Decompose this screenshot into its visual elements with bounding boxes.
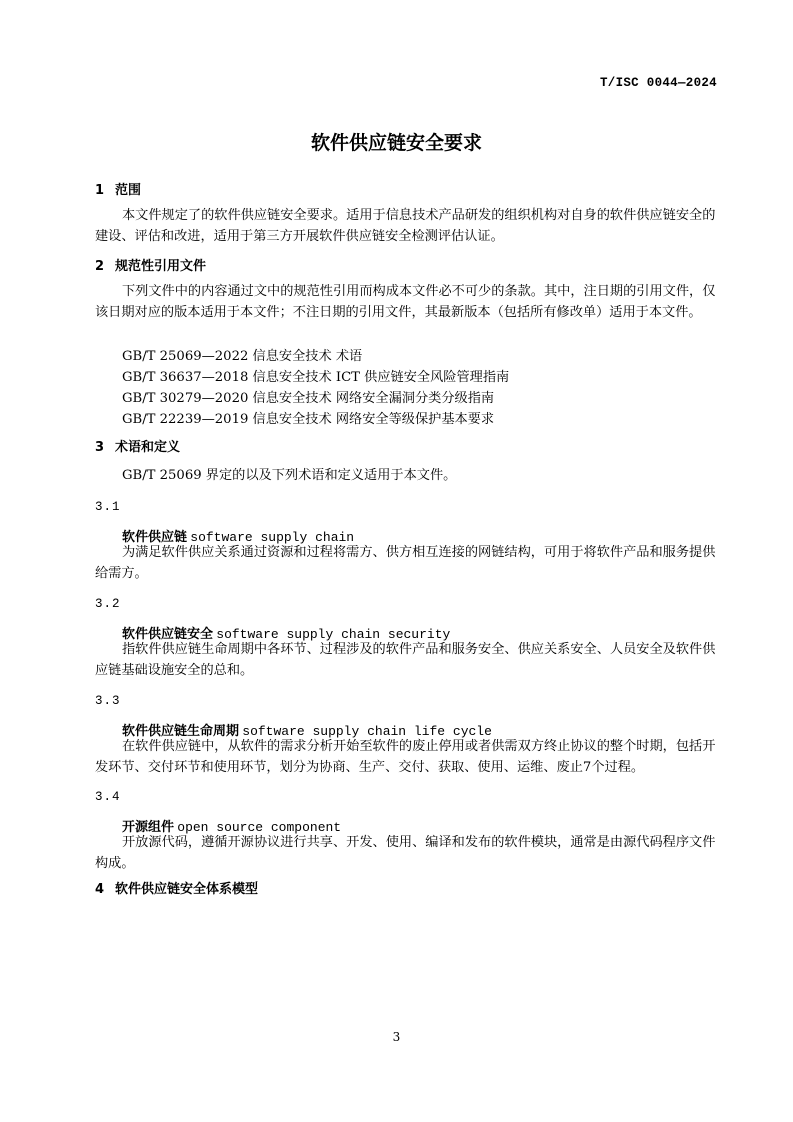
section-3-paragraph: GB/T 25069 界定的以及下列术语和定义适用于本文件。 bbox=[122, 468, 457, 483]
reference-item: GB/T 36637—2018 信息安全技术 ICT 供应链安全风险管理指南 bbox=[122, 370, 510, 385]
section-2-heading bbox=[95, 255, 206, 274]
reference-item: GB/T 25069—2022 信息安全技术 术语 bbox=[122, 349, 363, 364]
term-chinese: 软件供应链安全 bbox=[122, 627, 214, 642]
section-title: 范围 bbox=[115, 183, 142, 198]
term-definition: 指软件供应链生命周期中各环节、过程涉及的软件产品和服务安全、供应关系安全、人员安全及软件供应链基础设施安全的总和。 bbox=[95, 642, 716, 678]
term-number: 3.4 bbox=[95, 790, 121, 804]
section-1-heading bbox=[95, 179, 141, 198]
term-number: 3.2 bbox=[95, 597, 121, 611]
section-title: 软件供应链安全体系模型 bbox=[115, 882, 259, 897]
section-number: 3 bbox=[95, 440, 105, 455]
section-title: 术语和定义 bbox=[115, 440, 181, 455]
section-number: 2 bbox=[95, 259, 105, 274]
term-english: software supply chain security bbox=[216, 627, 451, 642]
term-chinese: 软件供应链 bbox=[122, 530, 188, 545]
section-1-paragraph: 本文件规定了的软件供应链安全要求。适用于信息技术产品研发的组织机构对自身的软件供应链安全的建设、评估和改进，适用于第三方开展软件供应链安全检测评估认证。 bbox=[95, 208, 716, 244]
page-number: 3 bbox=[392, 1030, 401, 1044]
reference-item: GB/T 30279—2020 信息安全技术 网络安全漏洞分类分级指南 bbox=[122, 391, 495, 406]
document-code: T/ISC 0044—2024 bbox=[599, 76, 717, 90]
document-title: 软件供应链安全要求 bbox=[310, 132, 482, 154]
section-title: 规范性引用文件 bbox=[115, 259, 207, 274]
term-definition: 为满足软件供应关系通过资源和过程将需方、供方相互连接的网链结构，可用于将软件产品和服务提供给需方。 bbox=[95, 545, 716, 581]
term-chinese: 软件供应链生命周期 bbox=[122, 724, 240, 739]
term-english: software supply chain life cycle bbox=[242, 724, 492, 739]
section-4-heading bbox=[95, 878, 258, 897]
term-definition: 在软件供应链中，从软件的需求分析开始至软件的废止停用或者供需双方终止协议的整个时期，包括开发环节、交付环节和使用环节，划分为协商、生产、交付、获取、使用、运维、废止7个过程。 bbox=[95, 739, 716, 775]
section-3-heading bbox=[95, 436, 180, 455]
term-english: open source component bbox=[177, 820, 342, 835]
section-number: 4 bbox=[95, 882, 105, 897]
term-number: 3.3 bbox=[95, 694, 121, 708]
section-number: 1 bbox=[95, 183, 105, 198]
term-definition: 开放源代码，遵循开源协议进行共享、开发、使用、编译和发布的软件模块，通常是由源代码程序文件构成。 bbox=[95, 835, 716, 871]
term-number: 3.1 bbox=[95, 500, 121, 514]
section-2-paragraph: 下列文件中的内容通过文中的规范性引用而构成本文件必不可少的条款。其中，注日期的引用文件，仅该日期对应的版本适用于本文件；不注日期的引用文件，其最新版本（包括所有修改单）适用于本文件。 bbox=[95, 284, 716, 320]
term-chinese: 开源组件 bbox=[122, 820, 175, 835]
term-english: software supply chain bbox=[190, 530, 355, 545]
reference-item: GB/T 22239—2019 信息安全技术 网络安全等级保护基本要求 bbox=[122, 412, 495, 427]
